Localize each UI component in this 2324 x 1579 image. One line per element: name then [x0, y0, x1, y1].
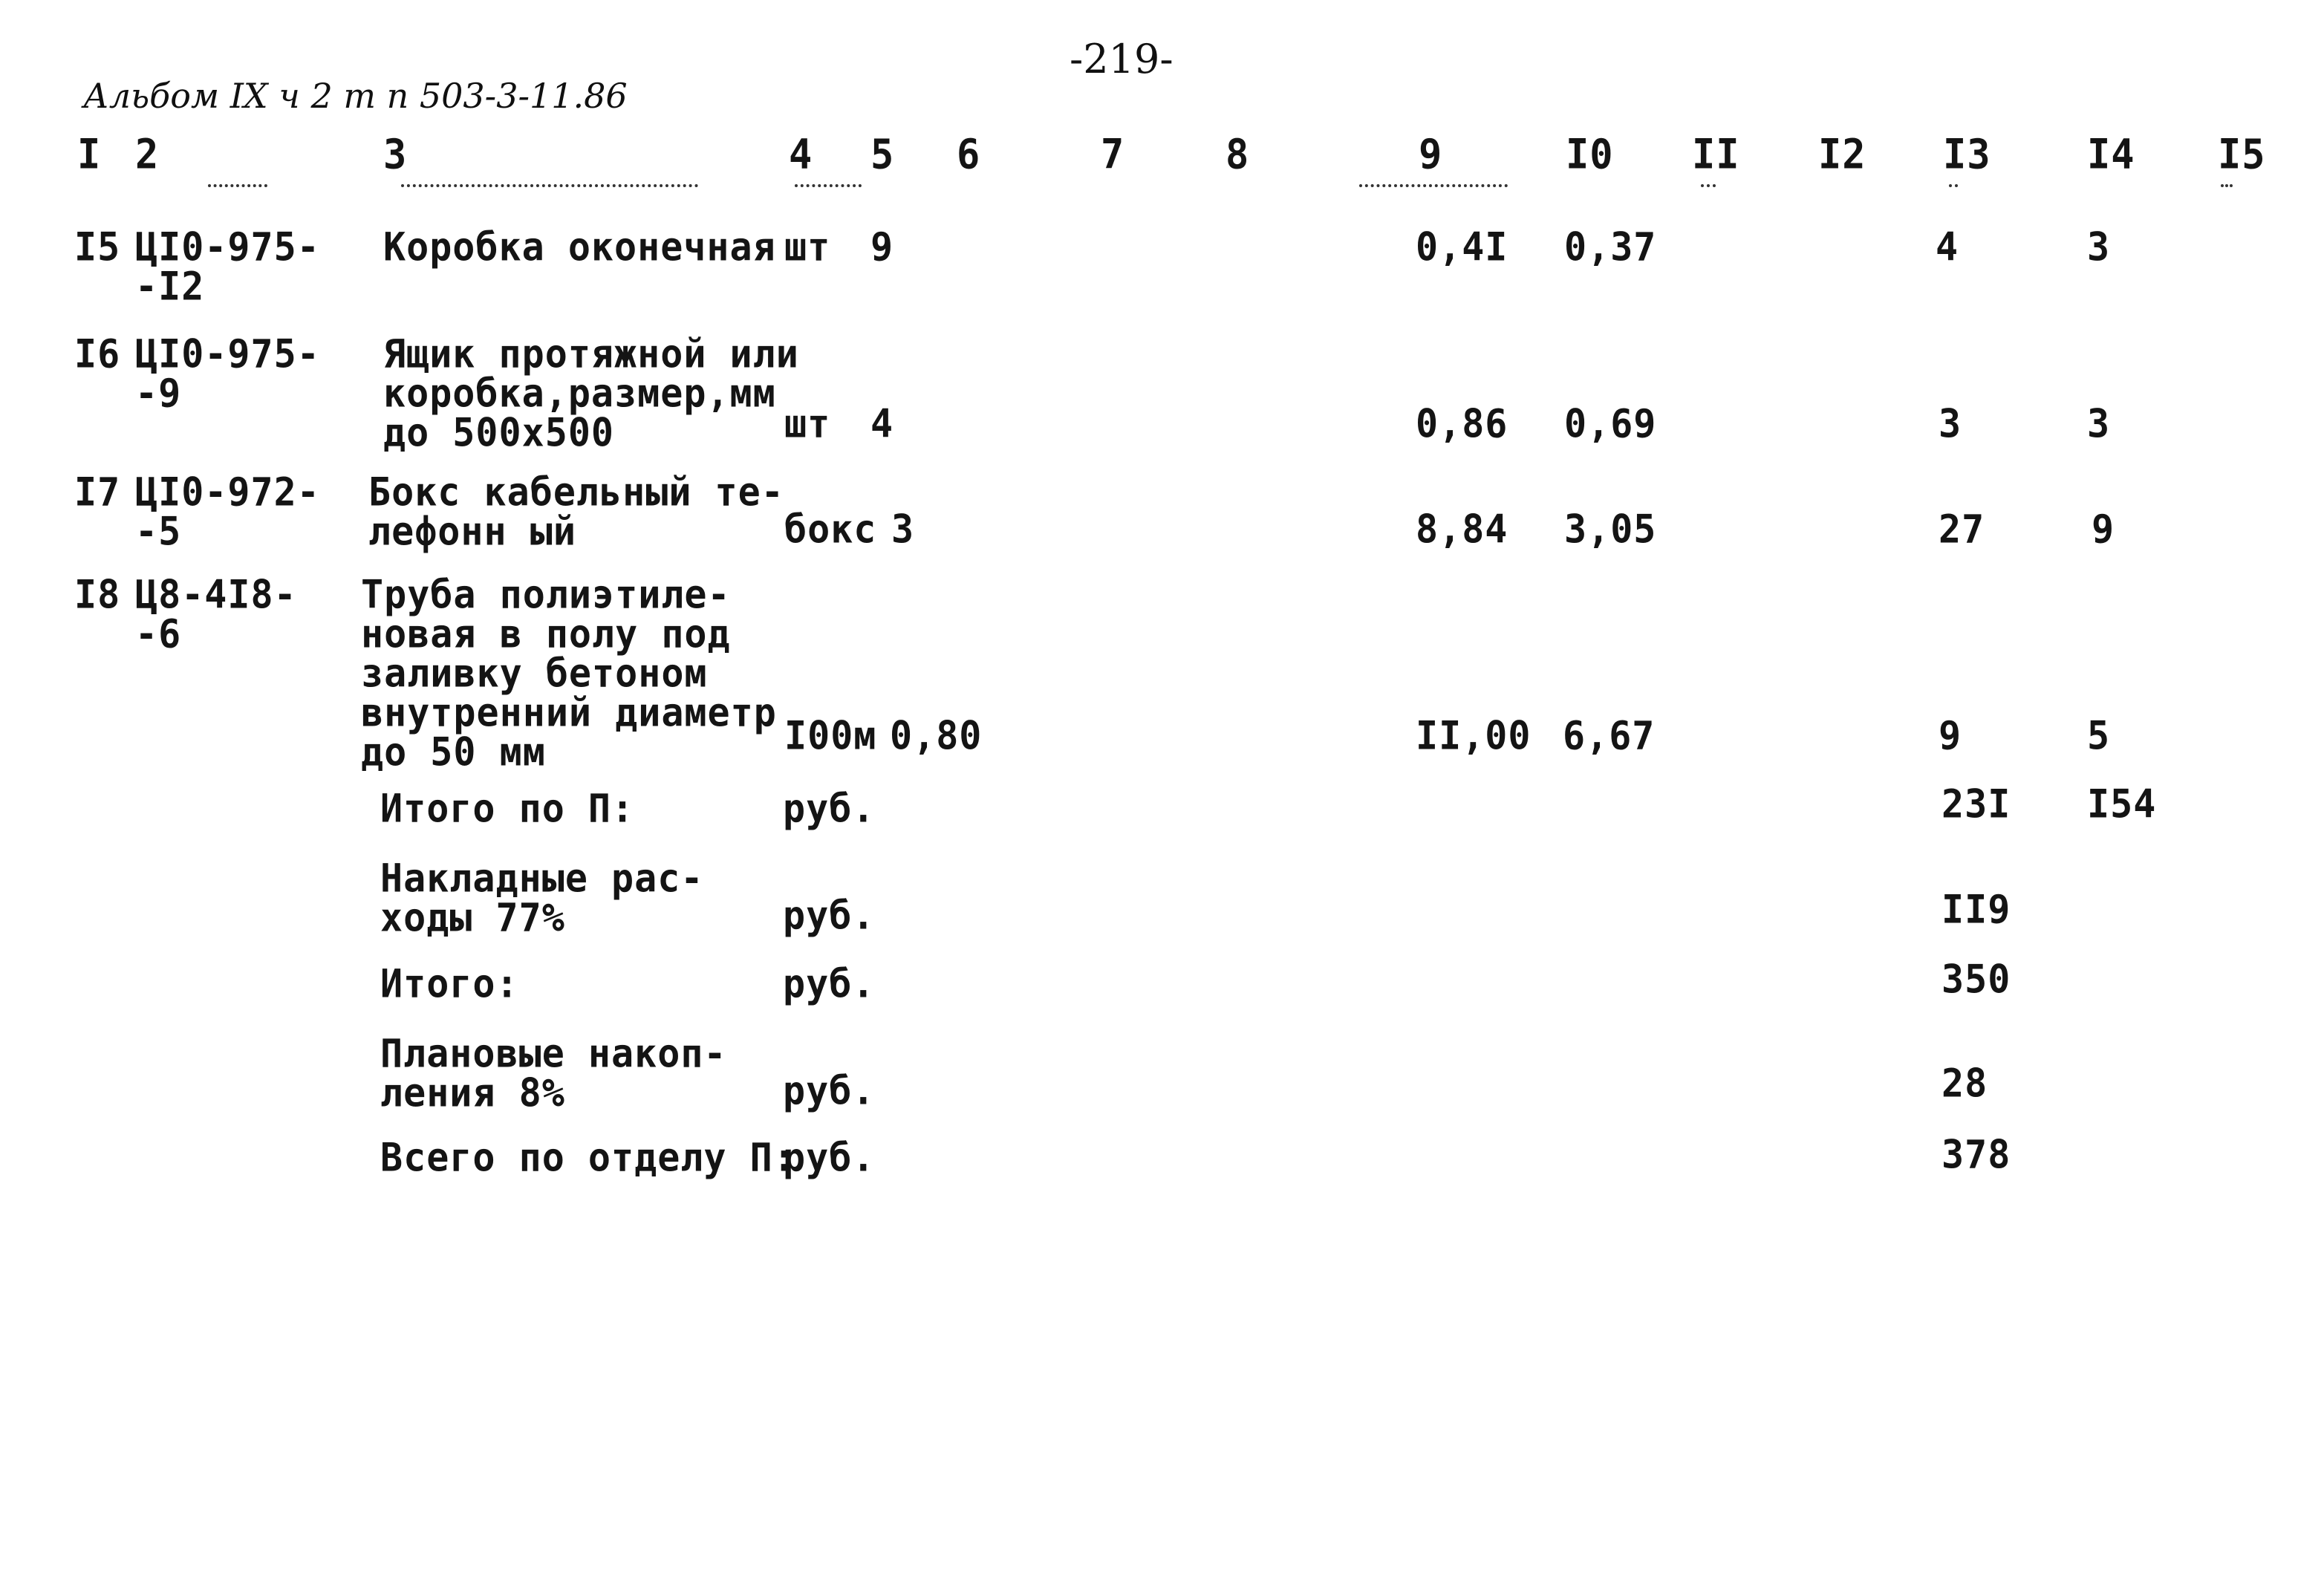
- summary-unit: руб.: [783, 785, 876, 832]
- summary-label: Плановые накоп- ления 8%: [380, 1030, 727, 1116]
- row-unit: бокс: [784, 506, 877, 553]
- row-code: ЦI0-972- -5: [135, 469, 320, 555]
- row-col13: 27: [1939, 506, 1985, 553]
- row-quantity: 3: [891, 506, 915, 553]
- row-col10: 0,37: [1564, 224, 1657, 270]
- row-quantity: 0,80: [890, 712, 983, 759]
- row-name: Труба полиэтиле- новая в полу под заливку бетоном внутренний диаметр до 50 мм: [361, 571, 777, 775]
- summary-col13: 28: [1941, 1060, 1988, 1107]
- row-quantity: 9: [870, 224, 894, 270]
- column-header: 2: [135, 131, 160, 179]
- header-dots: [795, 184, 862, 190]
- row-col13: 3: [1939, 400, 1962, 447]
- summary-label: Итого по П:: [380, 785, 635, 832]
- header-dots: [1701, 184, 1716, 190]
- row-col14: 9: [2092, 506, 2115, 553]
- row-col14: 3: [2087, 224, 2111, 270]
- column-header: I3: [1943, 131, 1991, 179]
- summary-label: Накладные рас- ходы 77%: [380, 855, 704, 941]
- summary-col13: 23I: [1941, 781, 2011, 827]
- row-col13: 4: [1936, 224, 1959, 270]
- row-code: ЦI0-975- -I2: [135, 224, 320, 310]
- row-col9: II,00: [1416, 712, 1532, 759]
- summary-unit: руб.: [783, 1067, 876, 1114]
- header-dots: [1359, 184, 1508, 190]
- row-col9: 8,84: [1416, 506, 1508, 553]
- summary-unit: руб.: [783, 892, 876, 939]
- row-col13: 9: [1939, 712, 1962, 759]
- row-number: I7: [74, 469, 121, 515]
- column-header: I0: [1566, 131, 1614, 179]
- row-number: I6: [74, 331, 121, 377]
- row-name: Коробка оконечная: [383, 224, 776, 270]
- summary-col13: II9: [1941, 886, 2011, 933]
- row-col10: 6,67: [1563, 712, 1656, 759]
- summary-unit: руб.: [783, 1134, 876, 1181]
- row-unit: I00м: [784, 712, 877, 759]
- column-header: 6: [957, 131, 981, 179]
- summary-label: Итого:: [380, 960, 519, 1007]
- page-number: -219-: [1070, 36, 1174, 82]
- column-header: 4: [789, 131, 813, 179]
- column-header: I4: [2087, 131, 2135, 179]
- row-col10: 0,69: [1564, 400, 1657, 447]
- row-col10: 3,05: [1564, 506, 1657, 553]
- row-unit: шт: [784, 400, 831, 447]
- column-header: 5: [870, 131, 895, 179]
- row-number: I5: [74, 224, 121, 270]
- row-col14: 3: [2087, 400, 2111, 447]
- header-dots: [1949, 184, 1958, 190]
- row-col9: 0,86: [1416, 400, 1508, 447]
- summary-col13: 350: [1941, 956, 2011, 1003]
- header-dots: [2221, 184, 2233, 190]
- column-header: 7: [1101, 131, 1125, 179]
- header-dots: [208, 184, 267, 190]
- summary-label: Всего по отделу П:: [380, 1134, 796, 1181]
- column-header: 3: [383, 131, 408, 179]
- column-header: I: [77, 131, 102, 179]
- column-header: II: [1692, 131, 1740, 179]
- summary-col14: I54: [2087, 781, 2157, 827]
- row-col14: 5: [2087, 712, 2111, 759]
- column-header: 9: [1419, 131, 1443, 179]
- row-unit: шт: [784, 224, 831, 270]
- summary-col13: 378: [1941, 1131, 2011, 1178]
- row-col9: 0,4I: [1416, 224, 1508, 270]
- summary-unit: руб.: [783, 960, 876, 1007]
- album-note: Альбом IX ч 2 т п 503-3-11.86: [83, 76, 628, 116]
- row-code: ЦI0-975- -9: [135, 331, 320, 417]
- header-dots: [401, 184, 698, 190]
- column-header: 8: [1226, 131, 1250, 179]
- row-name: Бокс кабельный те- лефонн ый: [368, 469, 784, 555]
- column-header: I2: [1818, 131, 1866, 179]
- row-number: I8: [74, 571, 121, 618]
- row-code: Ц8-4I8- -6: [135, 571, 297, 657]
- row-quantity: 4: [870, 400, 894, 447]
- row-name: Ящик протяжной или коробка,размер,мм до 500х500: [383, 331, 799, 456]
- column-header: I5: [2218, 131, 2266, 179]
